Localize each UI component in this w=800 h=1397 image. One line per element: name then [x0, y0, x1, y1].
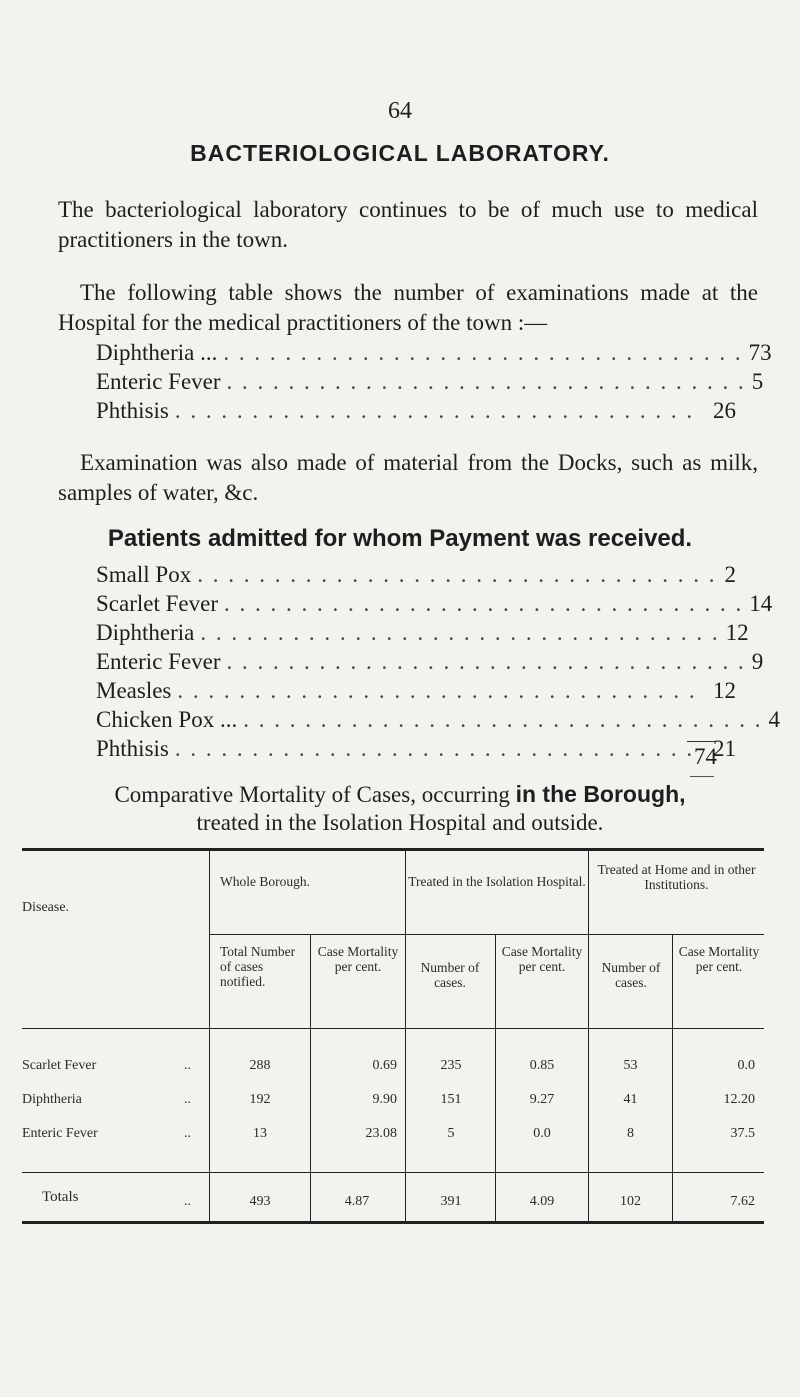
- leader-dots: ..: [184, 1194, 191, 1209]
- isolation-mortality-cell: 9.27: [529, 1092, 555, 1107]
- whole-borough-header: Whole Borough.: [220, 874, 310, 889]
- home-number-cell: 41: [623, 1092, 638, 1107]
- total-cell: 288: [249, 1058, 271, 1073]
- page-number: 64: [388, 98, 412, 124]
- disease-header: Disease.: [22, 900, 70, 915]
- list-item: Diphtheria ... . . . . . . . . . . . . . . . . . . . . . . . . . . . . . . . . . . 73: [96, 340, 772, 365]
- header-bottom-rule: [22, 1028, 764, 1029]
- payment-heading: Patients admitted for whom Payment was received.: [107, 525, 693, 552]
- examinations-paragraph: The following table shows the number of examinations made at the Hospital for the medical practitioners of the town :—: [58, 280, 758, 335]
- home-number-cell: 102: [620, 1194, 641, 1209]
- leader-dots: ..: [184, 1092, 191, 1107]
- home-number-header: Number of cases.: [601, 960, 661, 990]
- col-divider: [405, 850, 406, 1222]
- table-bottom-rule: [22, 1221, 764, 1224]
- leader-dots: ..: [184, 1126, 191, 1141]
- home-mortality-cell: 0.0: [737, 1058, 755, 1073]
- col-divider: [672, 934, 673, 1222]
- total-cell: 493: [249, 1194, 271, 1209]
- isolation-number-cell: 391: [440, 1194, 462, 1209]
- col-divider: [209, 850, 210, 1222]
- list-item: Diphtheria . . . . . . . . . . . . . . . . . . . . . . . . . . . . . . . . . . 12: [96, 620, 749, 645]
- home-mortality-cell: 12.20: [723, 1092, 755, 1107]
- home-header: Treated at Home and in other Institutions.: [597, 862, 756, 892]
- total-cell: 192: [249, 1092, 271, 1107]
- totals-label: Totals: [42, 1189, 79, 1205]
- list-item: Small Pox . . . . . . . . . . . . . . . . . . . . . . . . . . . . . . . . . . 2: [96, 562, 736, 587]
- case-mortality-header: Case Mortality per cent.: [317, 944, 399, 974]
- home-mortality-header: Case Mortality per cent.: [678, 944, 760, 974]
- docks-paragraph: Examination was also made of material from the Docks, such as milk, samples of water, &c.: [58, 450, 758, 505]
- total-notified-header: Total Number of cases notified.: [220, 944, 296, 989]
- disease-cell: Diphtheria: [22, 1092, 82, 1107]
- payments-total: 74: [694, 744, 717, 769]
- mortality-cell: 9.90: [372, 1092, 397, 1107]
- isolation-header: Treated in the Isolation Hospital.: [408, 874, 586, 889]
- page-title: BACTERIOLOGICAL LABORATORY.: [190, 140, 610, 166]
- totals-rule: [22, 1172, 764, 1173]
- isolation-number-cell: 5: [447, 1126, 455, 1141]
- home-number-cell: 53: [623, 1058, 638, 1073]
- isolation-mortality-cell: 0.85: [529, 1058, 555, 1073]
- col-divider: [310, 934, 311, 1222]
- mortality-cell: 23.08: [365, 1126, 397, 1141]
- list-item: Scarlet Fever . . . . . . . . . . . . . . . . . . . . . . . . . . . . . . . . . . 14: [96, 591, 773, 616]
- total-divider: [687, 741, 717, 742]
- disease-cell: Enteric Fever: [22, 1126, 98, 1141]
- list-item: Measles . . . . . . . . . . . . . . . . . . . . . . . . . . . . . . . . . . 12: [96, 678, 736, 703]
- list-item: Enteric Fever . . . . . . . . . . . . . . . . . . . . . . . . . . . . . . . . . . 9: [96, 649, 764, 674]
- list-item: Enteric Fever . . . . . . . . . . . . . . . . . . . . . . . . . . . . . . . . . . 5: [96, 369, 764, 394]
- examinations-list: [96, 340, 772, 427]
- header-divider: [209, 934, 764, 935]
- col-divider: [588, 850, 589, 1222]
- leader-dots: ..: [184, 1058, 191, 1073]
- home-mortality-cell: 37.5: [730, 1126, 755, 1141]
- mortality-cell: 4.87: [344, 1194, 370, 1209]
- intro-paragraph: The bacteriological laboratory continues to be of much use to medical practitioners in the town.: [58, 197, 758, 252]
- disease-cell: Scarlet Fever: [22, 1058, 97, 1073]
- home-number-cell: 8: [627, 1126, 634, 1141]
- payments-list: [96, 562, 780, 765]
- mortality-cell: 0.69: [372, 1058, 397, 1073]
- isolation-mortality-cell: 4.09: [529, 1194, 555, 1209]
- list-item: Chicken Pox ... . . . . . . . . . . . . . . . . . . . . . . . . . . . . . . . . . . 4: [96, 707, 780, 732]
- col-divider: [495, 934, 496, 1222]
- table-top-rule: [22, 848, 764, 851]
- total-underline: [690, 776, 714, 777]
- isolation-number-header: Number of cases.: [420, 960, 480, 990]
- isolation-number-cell: 235: [440, 1058, 462, 1073]
- isolation-mortality-header: Case Mortality per cent.: [501, 944, 583, 974]
- home-mortality-cell: 7.62: [730, 1194, 755, 1209]
- total-cell: 13: [253, 1126, 267, 1141]
- list-item: Phthisis . . . . . . . . . . . . . . . . . . . . . . . . . . . . . . . . . . 26: [96, 398, 736, 423]
- isolation-number-cell: 151: [440, 1092, 462, 1107]
- list-item: Phthisis . . . . . . . . . . . . . . . . . . . . . . . . . . . . . . . . . . 21: [96, 736, 736, 761]
- mortality-heading: Comparative Mortality of Cases, occurring in the Borough, treated in the Isolation Hospital and outside.: [114, 781, 686, 835]
- isolation-mortality-cell: 0.0: [533, 1126, 551, 1141]
- mortality-table: [22, 848, 764, 1209]
